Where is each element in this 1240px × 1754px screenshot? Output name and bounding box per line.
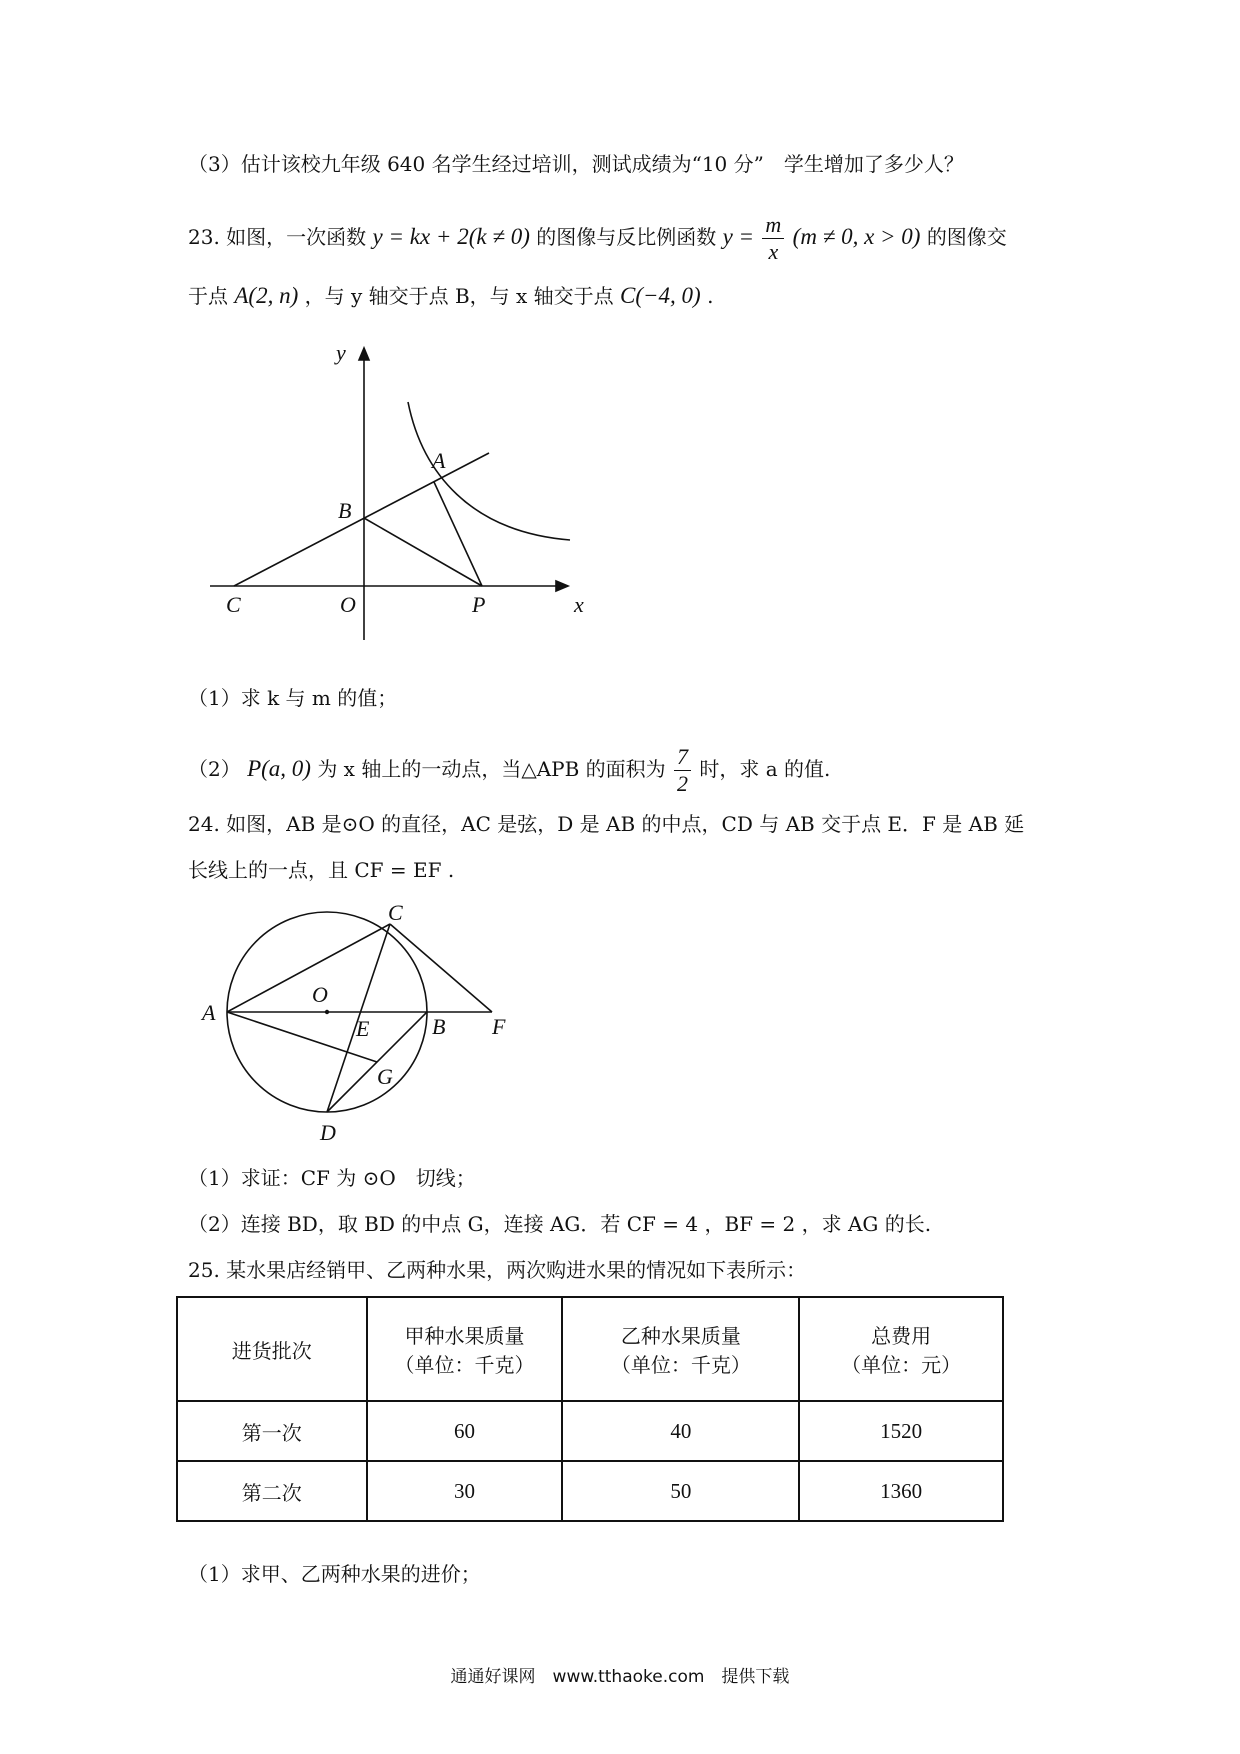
- q23-label-p: P: [472, 592, 486, 617]
- q23-line2-a: 于点: [188, 284, 228, 308]
- q23-label-y: y: [336, 340, 346, 365]
- q25-table: [176, 1296, 1004, 1522]
- table-cell: 1360: [799, 1461, 1003, 1521]
- q24-part1: （1）求证：CF 为 ⊙O 切线；: [188, 1166, 476, 1190]
- header-fruit-b: 乙种水果质量: [620, 1324, 741, 1348]
- q23-intro-a: 23. 如图，一次函数: [188, 225, 367, 249]
- q23-condition: (m ≠ 0, x > 0): [792, 224, 921, 249]
- q23-point-a: A(2, n): [234, 283, 299, 308]
- q23-line2-end: .: [707, 284, 714, 308]
- q23-part2-num: 7: [674, 744, 691, 771]
- table-cell: 第一次: [177, 1401, 367, 1461]
- table-header-cell: [562, 1297, 799, 1401]
- table-row: [177, 1401, 1003, 1461]
- q23-label-c: C: [226, 592, 241, 617]
- q24-label-b: B: [432, 1014, 446, 1039]
- q23-part2-point: P(a, 0): [247, 756, 311, 781]
- q23-part2-c: 时，求 a 的值.: [699, 757, 831, 781]
- q24-label-d: D: [320, 1120, 336, 1145]
- q24-segment-cf: [390, 924, 492, 1012]
- header-batch: 进货批次: [231, 1338, 312, 1363]
- q23-line2-b: ，与 y 轴交于点 B，与 x 轴交于点: [304, 284, 614, 308]
- header-total-cost: 总费用: [871, 1324, 932, 1348]
- unit-fruit-b: （单位：千克）: [610, 1353, 751, 1377]
- table-row: [177, 1461, 1003, 1521]
- header-fruit-a: 甲种水果质量: [404, 1324, 525, 1348]
- q24-label-g: G: [377, 1064, 393, 1089]
- table-header-cell: [177, 1297, 367, 1401]
- q24-label-e: E: [356, 1016, 370, 1041]
- q24-text2: 长线上的一点，且 CF = EF .: [188, 858, 455, 882]
- q24-label-o: O: [312, 982, 328, 1007]
- q25-intro: 25. 某水果店经销甲、乙两种水果，两次购进水果的情况如下表所示：: [188, 1258, 807, 1282]
- q23-y-equals: y =: [722, 224, 755, 249]
- q23-frac-den: x: [768, 239, 779, 264]
- table-cell: 50: [562, 1461, 799, 1521]
- unit-total-cost: （单位：元）: [841, 1353, 962, 1377]
- q24-label-a: A: [202, 1000, 216, 1025]
- q24-segment-ag: [227, 1012, 377, 1062]
- q23-label-x: x: [574, 592, 584, 617]
- table-header-row: [177, 1297, 1003, 1401]
- q23-label-o: O: [340, 592, 356, 617]
- q22-part3: （3）估计该校九年级 640 名学生经过培训，测试成绩为“10 分” 学生增加了多少人？: [188, 152, 964, 176]
- table-header-cell: [799, 1297, 1003, 1401]
- q24-part2: （2）连接 BD，取 BD 的中点 G，连接 AG．若 CF = 4 ，BF = 2 ，求 AG 的长.: [188, 1212, 932, 1236]
- q23-label-b: B: [338, 498, 352, 523]
- q23-part2-a: （2）: [188, 757, 241, 781]
- q24-text1: 24. 如图，AB 是⊙O 的直径，AC 是弦，D 是 AB 的中点，CD 与 AB 交于点 E．F 是 AB 延: [188, 812, 1025, 836]
- table-header-cell: [367, 1297, 563, 1401]
- q24-label-f: F: [492, 1014, 506, 1039]
- q23-point-c: C(−4, 0): [620, 283, 701, 308]
- table-cell: 30: [367, 1461, 563, 1521]
- q25-part1: （1）求甲、乙两种水果的进价；: [188, 1562, 481, 1586]
- q23-frac-num: m: [762, 212, 784, 239]
- page-footer: 通通好课网 www.tthaoke.com 提供下载: [450, 1667, 790, 1687]
- table-cell: 40: [562, 1401, 799, 1461]
- q23-part1: （1）求 k 与 m 的值；: [188, 686, 398, 710]
- q23-part2-den: 2: [677, 771, 689, 796]
- q23-intro-c: 的图像交: [926, 225, 1007, 249]
- unit-fruit-a: （单位：千克）: [394, 1353, 535, 1377]
- q23-part2-b: 为 x 轴上的一动点，当△APB 的面积为: [317, 757, 666, 781]
- q24-label-c: C: [388, 900, 403, 925]
- table-cell: 第二次: [177, 1461, 367, 1521]
- q23-intro-b: 的图像与反比例函数: [536, 225, 717, 249]
- table-cell: 1520: [799, 1401, 1003, 1461]
- q23-label-a: A: [432, 448, 446, 473]
- table-cell: 60: [367, 1401, 563, 1461]
- q24-center-dot: [325, 1010, 329, 1014]
- q23-line-equation: y = kx + 2(k ≠ 0): [372, 224, 530, 249]
